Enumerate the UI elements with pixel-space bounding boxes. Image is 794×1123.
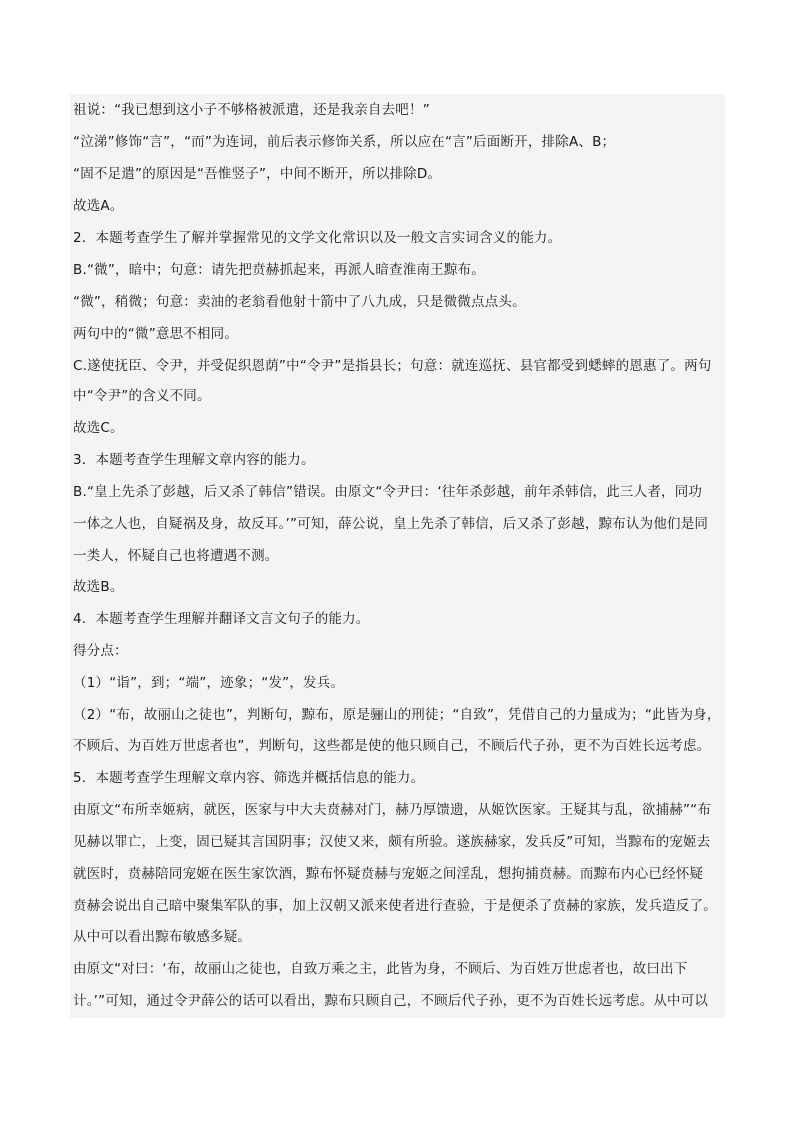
- text-line: 由原文“对曰：‘布，故丽山之徒也，自致万乘之主，此皆为身，不顾后、为百姓万世虑者也，故曰出下: [73, 961, 688, 977]
- text-line: 从中可以看出黥布敏感多疑。: [73, 929, 252, 945]
- text-line: 2．本题考查学生了解并掌握常见的文学文化常识以及一般文言实词含义的能力。: [73, 230, 562, 246]
- text-line: C.遂使抚臣、令尹，并受促织恩荫”中“令尹”是指县长；句意：就连巡抚、县官都受到蟋蟀的恩惠了。两句: [73, 358, 712, 374]
- text-line: 计。’”可知，通过令尹薛公的话可以看出，黥布只顾自己，不顾后代子孙，更不为百姓长远考虑。从中可以: [73, 993, 709, 1009]
- text-line: 得分点：: [73, 643, 128, 659]
- text-line: 一体之人也，自疑祸及身，故反耳。’”可知，薛公说，皇上先杀了韩信，后又杀了彭越，黥布认为他们是同: [73, 516, 709, 532]
- text-line: 祖说：“我已想到这小子不够格被派遣，还是我亲自去吧！”: [73, 102, 430, 118]
- text-line: 3．本题考查学生理解文章内容的能力。: [73, 452, 315, 468]
- text-line: “微”，稍微；句意：卖油的老翁看他射十箭中了八九成，只是微微点点头。: [73, 294, 526, 310]
- text-line: “固不足遣”的原因是“吾惟竖子”，中间不断开，所以排除D。: [73, 166, 442, 182]
- text-line: 故选C。: [73, 420, 124, 436]
- text-line: “泣涕”修饰“言”，“而”为连词，前后表示修饰关系，所以应在“言”后面断开，排除A、B；: [73, 134, 616, 150]
- text-line: 故选B。: [73, 579, 124, 595]
- text-line: 中“令尹”的含义不同。: [73, 388, 211, 404]
- text-line: 故选A。: [73, 198, 124, 214]
- text-line: B.“皇上先杀了彭越，后又杀了韩信”错误。由原文“令尹曰：‘往年杀彭越，前年杀韩信，此三人者，同功: [73, 484, 703, 500]
- text-line: 一类人，怀疑自己也将遭遇不测。: [73, 548, 279, 564]
- text-line: B.“微”，暗中；句意：请先把贲赫抓起来，再派人暗查淮南王黥布。: [73, 262, 485, 278]
- text-line: 4．本题考查学生理解并翻译文言文句子的能力。: [73, 611, 370, 627]
- text-line: 不顾后、为百姓万世虑者也”，判断句，这些都是使的他只顾自己，不顾后代子孙，更不为百姓长远考虑。: [73, 738, 711, 754]
- text-line: 就医时，贲赫陪同宠姬在医生家饮酒，黥布怀疑贲赫与宠姬之间淫乱，想拘捕贲赫。而黥布内心已经怀疑: [73, 866, 704, 882]
- text-line: 5．本题考查学生理解文章内容、筛选并概括信息的能力。: [73, 770, 425, 786]
- text-line: 由原文“布所幸姬病，就医，医家与中大夫贲赫对门，赫乃厚馈遗，从姬饮医家。王疑其与乱，欲捕赫”“布: [73, 802, 712, 818]
- text-line: （2）“布，故丽山之徒也”，判断句，黥布，原是骊山的刑徒；“自致”，凭借自己的力量成为；“此皆为身，: [73, 707, 721, 723]
- document-body: [70, 94, 725, 1018]
- text-line: 两句中的“微”意思不相同。: [73, 326, 239, 342]
- text-line: 贲赫会说出自己暗中聚集军队的事，加上汉朝又派来使者进行查验，于是便杀了贲赫的家族，发兵造反了。: [73, 898, 717, 914]
- text-line: （1）“诣”，到；“端”，迹象；“发”，发兵。: [73, 675, 345, 691]
- text-line: 见赫以罪亡，上变，固已疑其言国阴事；汉使又来，颇有所验。遂族赫家，发兵反”可知，当黥布的宠姬去: [73, 834, 711, 850]
